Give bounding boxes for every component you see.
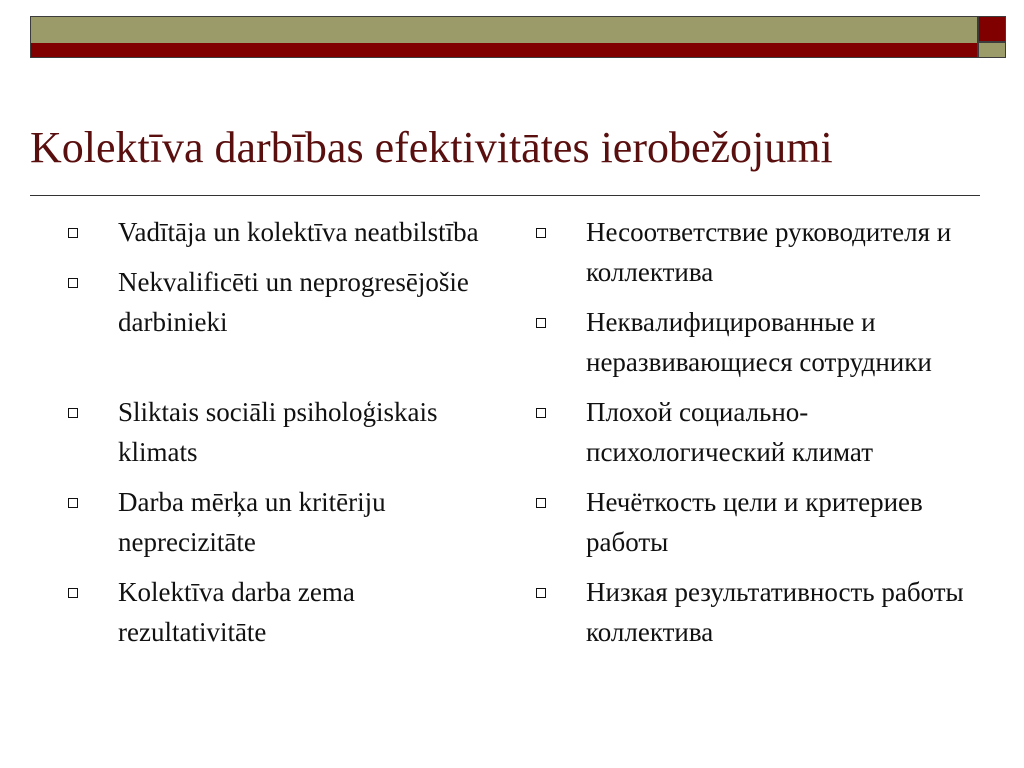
slide-title: Kolektīva darbības efektivitātes ierobežojumi [30,123,833,172]
list-item-text: Darba mērķa un kritēriju neprecizitāte [118,487,386,557]
list-item-text: Неквалифицированные и неразвивающиеся сотрудники [586,307,932,377]
list-item [536,572,1006,652]
list-item [536,482,1006,562]
list-item-text: Несоответствие руководителя и коллектива [586,217,952,287]
corner-square-olive [978,42,1006,58]
square-bullet-icon [68,228,78,238]
square-bullet-icon [536,318,546,328]
square-bullet-icon [536,588,546,598]
list-item-text: Низкая результативность работы коллектива [586,577,964,647]
right-bullet-list [536,212,1006,662]
list-item-text: Нечёткость цели и критериев работы [586,487,923,557]
square-bullet-icon [536,498,546,508]
list-item [536,212,1006,292]
list-item [68,482,508,562]
header-olive-band [31,17,977,43]
list-item-text: Vadītāja un kolektīva neatbilstība [118,217,479,247]
square-bullet-icon [68,278,78,288]
list-item [68,572,508,652]
list-item [536,302,1006,382]
square-bullet-icon [68,498,78,508]
list-item-text: Sliktais sociāli psiholoģiskais klimats [118,397,438,467]
list-item [536,392,1006,472]
square-bullet-icon [536,228,546,238]
list-item-text: Nekvalificēti un neprogresējošie darbinieki [118,267,469,337]
header-decor-bar [30,16,978,58]
list-item [68,392,508,472]
list-item [68,262,508,342]
square-bullet-icon [536,408,546,418]
square-bullet-icon [68,588,78,598]
list-item-text: Плохой социально-психологический климат [586,397,874,467]
corner-square-maroon [978,16,1006,42]
left-bullet-list [68,212,508,652]
header-maroon-band [31,43,977,57]
list-item-text: Kolektīva darba zema rezultativitāte [118,577,355,647]
list-item [68,212,508,252]
square-bullet-icon [68,408,78,418]
title-divider [30,195,980,196]
